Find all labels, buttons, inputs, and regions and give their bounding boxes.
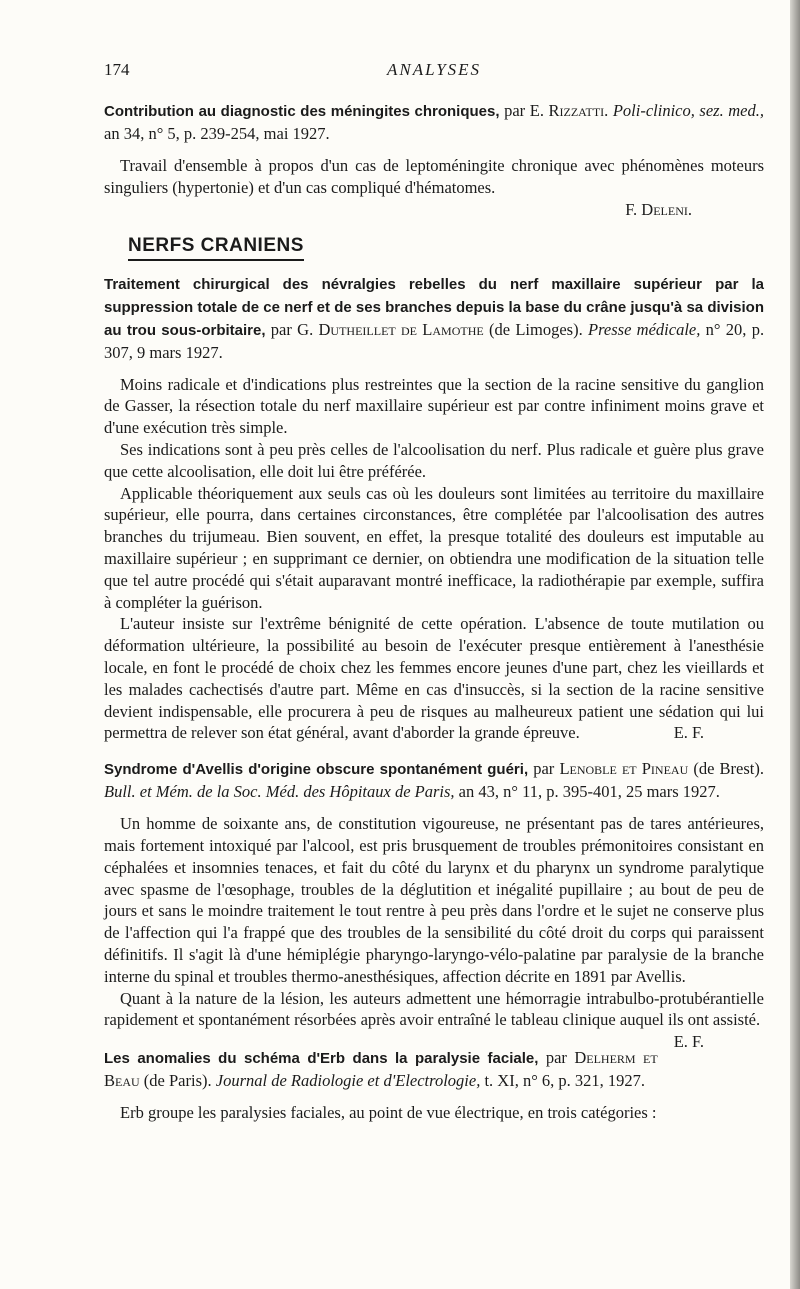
entry-1-author: E. Rizzatti. xyxy=(529,101,609,120)
section-heading: NERFS CRANIENS xyxy=(128,235,304,261)
page-edge-shadow xyxy=(790,0,800,1289)
entry-1-details: an 34, n° 5, p. 239-254, mai 1927. xyxy=(104,124,330,143)
entry-1-paragraph-1: Travail d'ensemble à propos d'un cas de leptoméningite chronique avec phénomènes moteurs singuliers (hypertonie) et d'un cas compliqué d'hématomes. xyxy=(104,156,764,197)
entry-4-details: t. XI, n° 6, p. 321, 1927. xyxy=(484,1071,646,1091)
entry-3-title: Syndrome d'Avellis d'origine obscure spontanément guéri, xyxy=(104,761,529,779)
entry-3-journal: Bull. et Mém. de la Soc. Méd. des Hôpitaux de Paris, xyxy=(104,782,455,802)
entry-3-paragraph-2 xyxy=(104,988,764,1052)
entry-3-details: an 43, n° 11, p. 395-401, 25 mars 1927. xyxy=(458,782,720,802)
entry-1-title: Contribution au diagnostic des méningites chroniques, xyxy=(104,103,500,120)
entry-2-title: Traitement chirurgical des névralgies rebelles du nerf maxillaire supérieur par la suppression totale de ce nerf et de ses branches depuis la base du crâne jusqu'à sa division au trou sous-orbitaire, xyxy=(104,275,764,339)
entry-3-par: par xyxy=(533,759,555,779)
entry-3-citation xyxy=(104,758,764,803)
entry-4-par: par xyxy=(545,1048,567,1068)
entry-3-paragraph-1: Un homme de soixante ans, de constitution vigoureuse, ne présentant pas de tares antérieures, mais fortement intoxiqué par l'alcool, est pris brusquement de troubles prémonitoires consistant en céphalées et insomnies tenaces, et fait du côté du larynx et du pharynx un syndrome paralytique avec spasme de l'œsophage, troubles de la déglutition et inégalité pupillaire ; au bout de peu de jours et sans le moindre traitement le tout rentre à peu près dans l'ordre et le sujet ne conserve plus de l'affection qui l'a frappé que des troubles de la sensibilité du côté droit du corps qui paraissent définitifs. Il s'agit là d'une hémiplégie pharyngo-laryngo-vélo-palatine par paralysie de la branche interne du spinal et troubles thermo-anesthésiques, affection décrite en 1891 par Avellis. xyxy=(104,814,764,986)
entry-2-journal: Presse médicale, xyxy=(588,319,701,339)
entry-2-details: n° 20, p. 307, 9 mars 1927. xyxy=(104,319,765,362)
entry-4-author: Delherm et Beau xyxy=(104,1048,658,1091)
entry-2-citation xyxy=(104,273,764,364)
entry-1-citation xyxy=(104,100,764,145)
entry-4-journal: Journal de Radiologie et d'Electrologie, xyxy=(215,1071,481,1091)
entry-2-signature: E. F. xyxy=(673,723,704,743)
entry-2-paragraph-2: Ses indications sont à peu près celles de l'alcoolisation du nerf. Plus radicale et guère plus grave que cette alcoolisation, elle doit lui être préférée. xyxy=(104,439,764,481)
entry-2-par: par G. xyxy=(270,319,314,339)
entry-4-paragraph-1: Erb groupe les paralysies faciales, au point de vue électrique, en trois catégories : xyxy=(120,1103,657,1123)
entry-2-author: Dutheillet de Lamothe xyxy=(318,319,484,339)
page xyxy=(104,60,764,1124)
entry-2-paragraph-1: Moins radicale et d'indications plus restreintes que la section de la racine sensitive du ganglion de Gasser, la résection totale du nerf maxillaire supérieur est par contre infiniment moins grave et d'une exécution très simple. xyxy=(104,374,764,438)
entry-2-paragraph-4 xyxy=(104,613,764,744)
entry-3-place: (de Brest). xyxy=(693,759,764,779)
page-header xyxy=(104,60,764,88)
running-title: ANALYSES xyxy=(386,60,482,79)
entry-4-place: (de Paris). xyxy=(143,1071,212,1091)
entry-2-paragraph-4-text: L'auteur insiste sur l'extrême bénignité de cette opération. L'absence de toute mutilation ou déformation ultérieure, la possibilité au besoin de l'exécuter presque entièrement à l'anesthésie locale, en font le procédé de choix chez les femmes encore jeunes d'une part, chez les vieillards et les malades cachectisés d'autre part. Même en cas d'insuccès, si la section de la racine sensitive devient indispensable, elle procurera à peu de risques au malheureux patient une sédation qui lui permettra de relever son état général, avant d'aborder la grande épreuve. xyxy=(104,614,764,743)
entry-3-paragraph-2-text: Quant à la nature de la lésion, les auteurs admettent une hémorragie intrabulbo-protubérantielle rapidement et spontanément résorbées après avoir entraîné le tableau clinique auquel ils ont assisté. xyxy=(104,988,764,1030)
entry-1-journal: Poli-clinico, sez. med., xyxy=(612,101,765,120)
entry-2-place: (de Limoges). xyxy=(489,319,583,339)
entry-1-par: par xyxy=(504,101,526,120)
entry-3-signature: E. F. xyxy=(673,1032,704,1052)
entry-1-signature: F. Deleni. xyxy=(625,199,692,219)
entry-4-citation xyxy=(104,1047,764,1092)
entry-4-title: Les anomalies du schéma d'Erb dans la paralysie faciale, xyxy=(104,1050,539,1068)
entry-3-author: Lenoble et Pineau xyxy=(559,759,689,779)
page-number: 174 xyxy=(104,60,130,79)
entry-2-paragraph-3: Applicable théoriquement aux seuls cas où les douleurs sont limitées au territoire du maxillaire supérieur, elle pourra, dans certaines circonstances, être complétée par l'alcoolisation des autres branches du trijumeau. Bien souvent, en effet, la presque totalité des douleurs est imputable au maxillaire supérieur ; en supprimant ce dernier, on obtiendra une modification de la situation telle que tel autre procédé qui s'était auparavant montré inefficace, la radiothérapie par exemple, suffira à compléter la guérison. xyxy=(104,483,764,612)
